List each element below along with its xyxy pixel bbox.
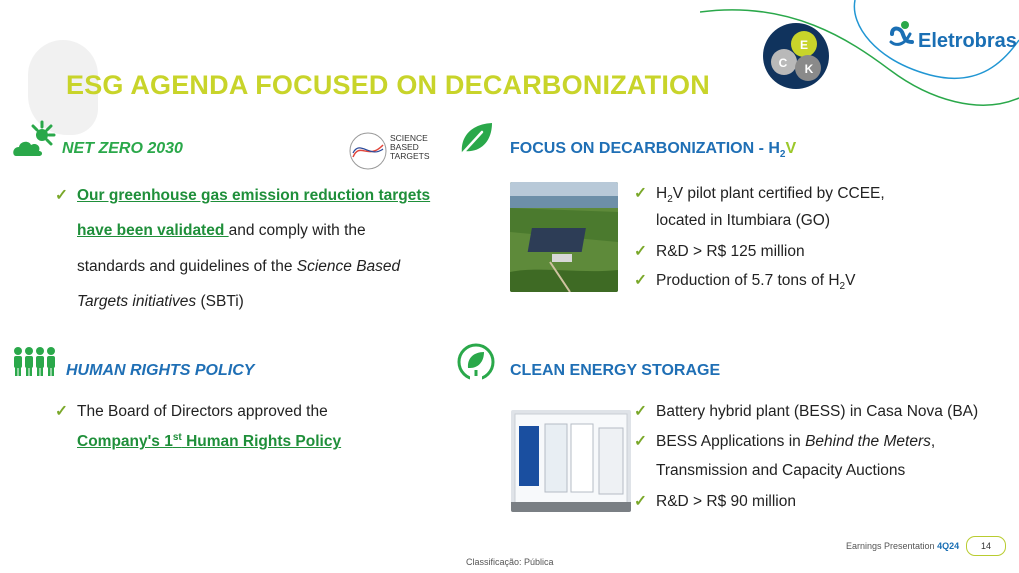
decarbonization-title-end: V xyxy=(785,140,797,157)
net-zero-text-2: and comply with the xyxy=(228,222,366,239)
net-zero-text-3a: standards and guidelines of the xyxy=(77,258,297,275)
page-title: ESG AGENDA FOCUSED ON DECARBONIZATION xyxy=(66,70,710,100)
decarbonization-bullet-2 xyxy=(634,242,805,261)
brand-name: Eletrobras xyxy=(918,30,1017,52)
human-rights-title-text: HUMAN RIGHTS POLICY xyxy=(66,362,255,379)
net-zero-text-4b: (SBTi) xyxy=(196,293,244,310)
human-rights-policy-link[interactable] xyxy=(77,433,341,450)
leaf-plug-icon xyxy=(456,342,496,382)
storage-b2-c: , xyxy=(930,433,936,450)
net-zero-title-text: NET ZERO 2030 xyxy=(62,140,183,157)
check-icon: ✓ xyxy=(55,187,68,204)
human-rights-bullet-1 xyxy=(55,402,328,421)
storage-b2-a: BESS Applications in xyxy=(656,433,806,450)
decarbonization-b3-b: V xyxy=(845,272,856,289)
eck-badge-icon xyxy=(762,22,830,90)
storage-bullet-2-line-2: Transmission and Capacity Auctions xyxy=(656,462,906,479)
storage-b3: R&D > R$ 90 million xyxy=(656,493,796,510)
storage-bullet-3 xyxy=(634,492,796,511)
human-rights-link-a: Company's 1 xyxy=(77,433,173,451)
check-icon: ✓ xyxy=(634,493,647,510)
footer-presentation xyxy=(846,541,959,551)
human-rights-title xyxy=(66,362,254,380)
sbti-waves-icon xyxy=(348,131,388,171)
sbti-line-2: BASED xyxy=(390,142,419,152)
check-icon: ✓ xyxy=(634,403,647,420)
decarbonization-bullet-1-line-2: located in Itumbiara (GO) xyxy=(656,212,831,229)
decarbonization-b1-b: V pilot plant certified by CCEE, xyxy=(672,185,885,202)
sbti-validation-link-1[interactable]: Our greenhouse gas emission reduction targets xyxy=(77,187,431,204)
storage-title xyxy=(510,362,720,380)
decarbonization-b3-sub: 2 xyxy=(839,281,846,293)
net-zero-line-3 xyxy=(77,258,400,276)
net-zero-text-3b: Science Based xyxy=(296,258,401,275)
decarbonization-title-main: FOCUS ON DECARBONIZATION - H xyxy=(510,140,780,157)
decarbonization-bullet-3 xyxy=(634,271,855,292)
classification-label: Classificação: Pública xyxy=(466,557,554,567)
human-rights-link-sup: st xyxy=(172,432,182,443)
h2v-plant-photo xyxy=(510,182,618,292)
human-rights-link-b: Human Rights Policy xyxy=(181,433,342,451)
storage-bullet-2 xyxy=(634,432,935,451)
net-zero-text-4a: Targets initiatives xyxy=(77,293,197,310)
check-icon: ✓ xyxy=(634,185,647,202)
check-icon: ✓ xyxy=(634,243,647,260)
eck-letter-k: K xyxy=(804,62,814,76)
net-zero-line-2 xyxy=(77,222,366,240)
sun-cloud-icon xyxy=(12,120,56,160)
decarbonization-b2: R&D > R$ 125 million xyxy=(656,243,805,260)
check-icon: ✓ xyxy=(634,433,647,450)
eck-letter-c: C xyxy=(778,56,788,70)
sbti-logo xyxy=(348,128,440,174)
net-zero-title xyxy=(62,140,183,158)
decarbonization-title xyxy=(510,140,796,160)
people-group-icon xyxy=(12,346,56,378)
sbti-line-3: TARGETS xyxy=(390,151,430,161)
decarbonization-b3-a: Production of 5.7 tons of H xyxy=(656,272,840,289)
storage-b2-b: Behind the Meters xyxy=(805,433,931,450)
leaf-icon xyxy=(456,120,494,158)
decorative-curve xyxy=(700,0,1019,130)
eletrobras-logo-icon xyxy=(888,20,916,48)
footer-quarter: 4Q24 xyxy=(937,541,960,551)
net-zero-line-1 xyxy=(55,186,430,205)
decarbonization-bullet-1 xyxy=(634,184,885,205)
check-icon: ✓ xyxy=(634,272,647,289)
human-rights-line-2 xyxy=(77,432,341,451)
check-icon: ✓ xyxy=(55,403,68,420)
sbti-validation-link-2[interactable]: have been validated xyxy=(77,222,229,239)
storage-title-text: CLEAN ENERGY STORAGE xyxy=(510,362,721,379)
storage-bullet-1 xyxy=(634,402,978,421)
sbti-line-1: SCIENCE xyxy=(390,133,428,143)
human-rights-b1: The Board of Directors approved the xyxy=(77,403,328,420)
footer-presentation-text: Earnings Presentation xyxy=(846,541,938,551)
net-zero-line-4 xyxy=(77,293,244,311)
decarbonization-b1-a: H xyxy=(656,185,668,202)
bess-container-photo xyxy=(511,410,631,512)
decarbonization-title-sub: 2 xyxy=(779,149,786,161)
eck-letter-e: E xyxy=(799,38,809,52)
storage-b1: Battery hybrid plant (BESS) in Casa Nova (BA) xyxy=(656,403,979,420)
decarbonization-b1-sub: 2 xyxy=(667,194,673,206)
page-number: 14 xyxy=(966,536,1006,556)
